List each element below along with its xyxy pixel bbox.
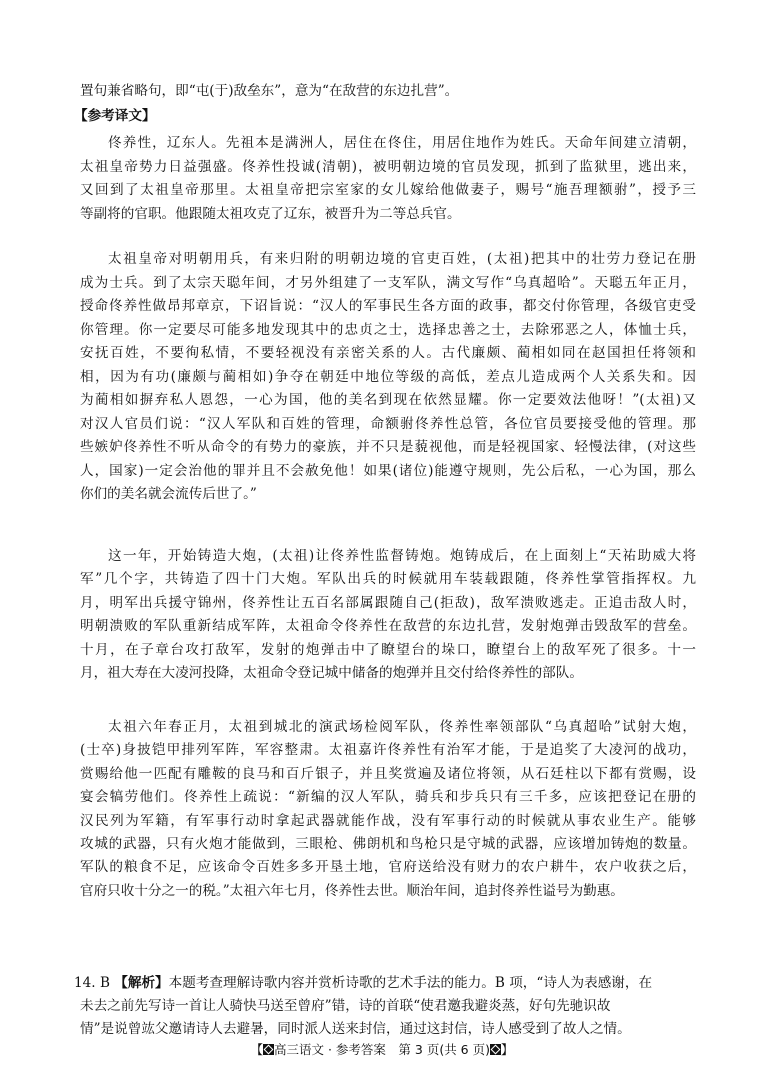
text-line: 太祖六年春正月，太祖到城北的演武场检阅军队，佟养性率领部队“乌真超哈”试射大炮， [108,719,696,735]
text-line: 安抚百姓，不要徇私情，不要轻视没有亲密关系的人。古代廉颇、蔺相如同在赵国担任将领和 [80,345,696,361]
q14-number: 14. B [74,975,110,991]
q14-line: 情”是说曾竑父邀请诗人去避暑，同时派人送来封信，通过这封信，诗人感受到了故人之情。 [80,1021,631,1037]
text-line: 授命佟养性做昂邦章京，下诏旨说：“汉人的军事民生各方面的政事，都交付你管理，各级官吏受 [80,298,696,314]
footer-left-bracket: 【 [250,1042,263,1057]
text-line: 你们的美名就会流传后世了。” [80,486,257,502]
text-line: 为蔺相如摒弃私人恩怨，一心为国，他的美名到现在依然显耀。你一定要效法他呀！”(太祖)又 [80,392,696,408]
page-footer [0,1040,764,1058]
text-line: (士卒)身披铠甲排列军阵，军容整肃。太祖嘉许佟养性有治军才能，于是追奖了大凌河的战功， [80,742,696,759]
text-line: 军队的粮食不足，应该命令百姓多多开垦土地，官府送给没有财力的农户耕牛，农户收获之后， [80,859,696,876]
text-line: 对汉人官员们说：“汉人军队和百姓的管理，命额驸佟养性总管，各位官员要接受他的管理。那 [80,415,696,432]
q14-analysis-label: 【解析】 [114,975,169,991]
q14-line: 本题考查理解诗歌内容并赏析诗歌的艺术手法的能力。B 项，“诗人为表感谢，在 [168,975,653,991]
reference-translation-label: 【参考译文】 [74,108,156,124]
text-line: 佟养性，辽东人。先祖本是满洲人，居住在佟住，用居住地作为姓氏。天命年间建立清朝， [108,135,696,151]
diamond-icon [263,1044,274,1055]
text-line: 成为士兵。到了太宗天聪年间，才另外组建了一支军队，满文写作“乌真超哈”。天聪五年正月， [80,274,696,291]
text-line: 等副将的官职。他跟随太祖攻克了辽东，被晋升为二等总兵官。 [80,205,461,222]
text-line: 汉民列为军籍，有军事行动时拿起武器就能作战，没有军事行动的时候就从事农业生产。能够 [80,812,696,829]
text-line: 月，明军出兵援守锦州，佟养性让五百名部属跟随自己(拒敌)，敌军溃败逃走。正追击敌人时， [80,594,696,611]
text-line: 月，祖大寿在大凌河投降，太祖命令登记城中储备的炮弹并且交付给佟养性的部队。 [80,665,583,681]
text-line: 你管理。你一定要尽可能多地发现其中的忠贞之士，选择忠善之士，去除邪恶之人，体恤士兵， [80,321,696,338]
text-line: 官府只收十分之一的税。”太祖六年七月，佟养性去世。顺治年间，追封佟养性谥号为勤惠。 [80,882,624,899]
footer-right-bracket: 】 [500,1042,514,1057]
text-line: 太祖皇帝势力日益强盛。佟养性投诚(清朝)，被明朝边境的官员发现，抓到了监狱里，逃出来， [80,158,696,175]
footer-text: 高三语文 · 参考答案 第 3 页(共 6 页) [274,1042,490,1057]
q14-first-line [74,973,696,993]
top-line: 置句兼省略句，即“屯(于)敌垒东”，意为“在敌营的东边扎营”。 [80,83,459,99]
text-line: 相，因为有功(廉颇与蔺相如)争夺在朝廷中地位等级的高低，差点儿造成两个人关系失和。因 [80,368,696,385]
text-line: 些嫉妒佟养性不听从命令的有势力的豪族，并不只是藐视他，而是轻视国家、轻慢法律，(对这些 [80,439,696,455]
text-line: 宴会犒劳他们。佟养性上疏说：“新编的汉人军队，骑兵和步兵只有三千多，应该把登记在册的 [80,789,696,806]
text-line: 明朝溃败的军队重新结成军阵，太祖命令佟养性在敌营的东边扎营，发射炮弹击毁敌军的营垒。 [80,618,696,635]
text-line: 又回到了太祖皇帝那里。太祖皇帝把宗室家的女儿嫁给他做妻子，赐号“施吾理额驸”，授予三 [80,182,696,198]
text-line: 人，国家)一定会治他的罪并且不会赦免他！如果(诸位)能遵守规则，先公后私，一心为国，那么 [80,462,696,479]
text-line: 这一年，开始铸造大炮，(太祖)让佟养性监督铸炮。炮铸成后，在上面刻上“天祐助威大将 [108,548,696,564]
text-line: 太祖皇帝对明朝用兵，有来归附的明朝边境的官吏百姓，(太祖)把其中的壮劳力登记在册 [108,251,696,267]
text-line: 攻城的武器，只有火炮才能做到，三眼枪、佛朗机和鸟枪只是守城的武器，应该增加铸炮的数量。 [80,836,696,852]
q14-line: 未去之前先写诗一首让人骑快马送至曾府”错，诗的首联“使君邀我避炎蒸，好句先驰识故 [80,998,611,1014]
text-line: 十月，在子章台攻打敌军，发射的炮弹击中了瞭望台的垛口，瞭望台上的敌军死了很多。十一 [80,641,696,658]
text-line: 赏赐给他一匹配有雕鞍的良马和百斤银子，并且奖赏遍及诸位将领，从石廷柱以下都有赏赐，设 [80,765,696,782]
diamond-icon [490,1044,501,1055]
text-line: 军”几个字，共铸造了四十门大炮。军队出兵的时候就用车装载跟随，佟养性掌管指挥权。九 [80,571,696,588]
